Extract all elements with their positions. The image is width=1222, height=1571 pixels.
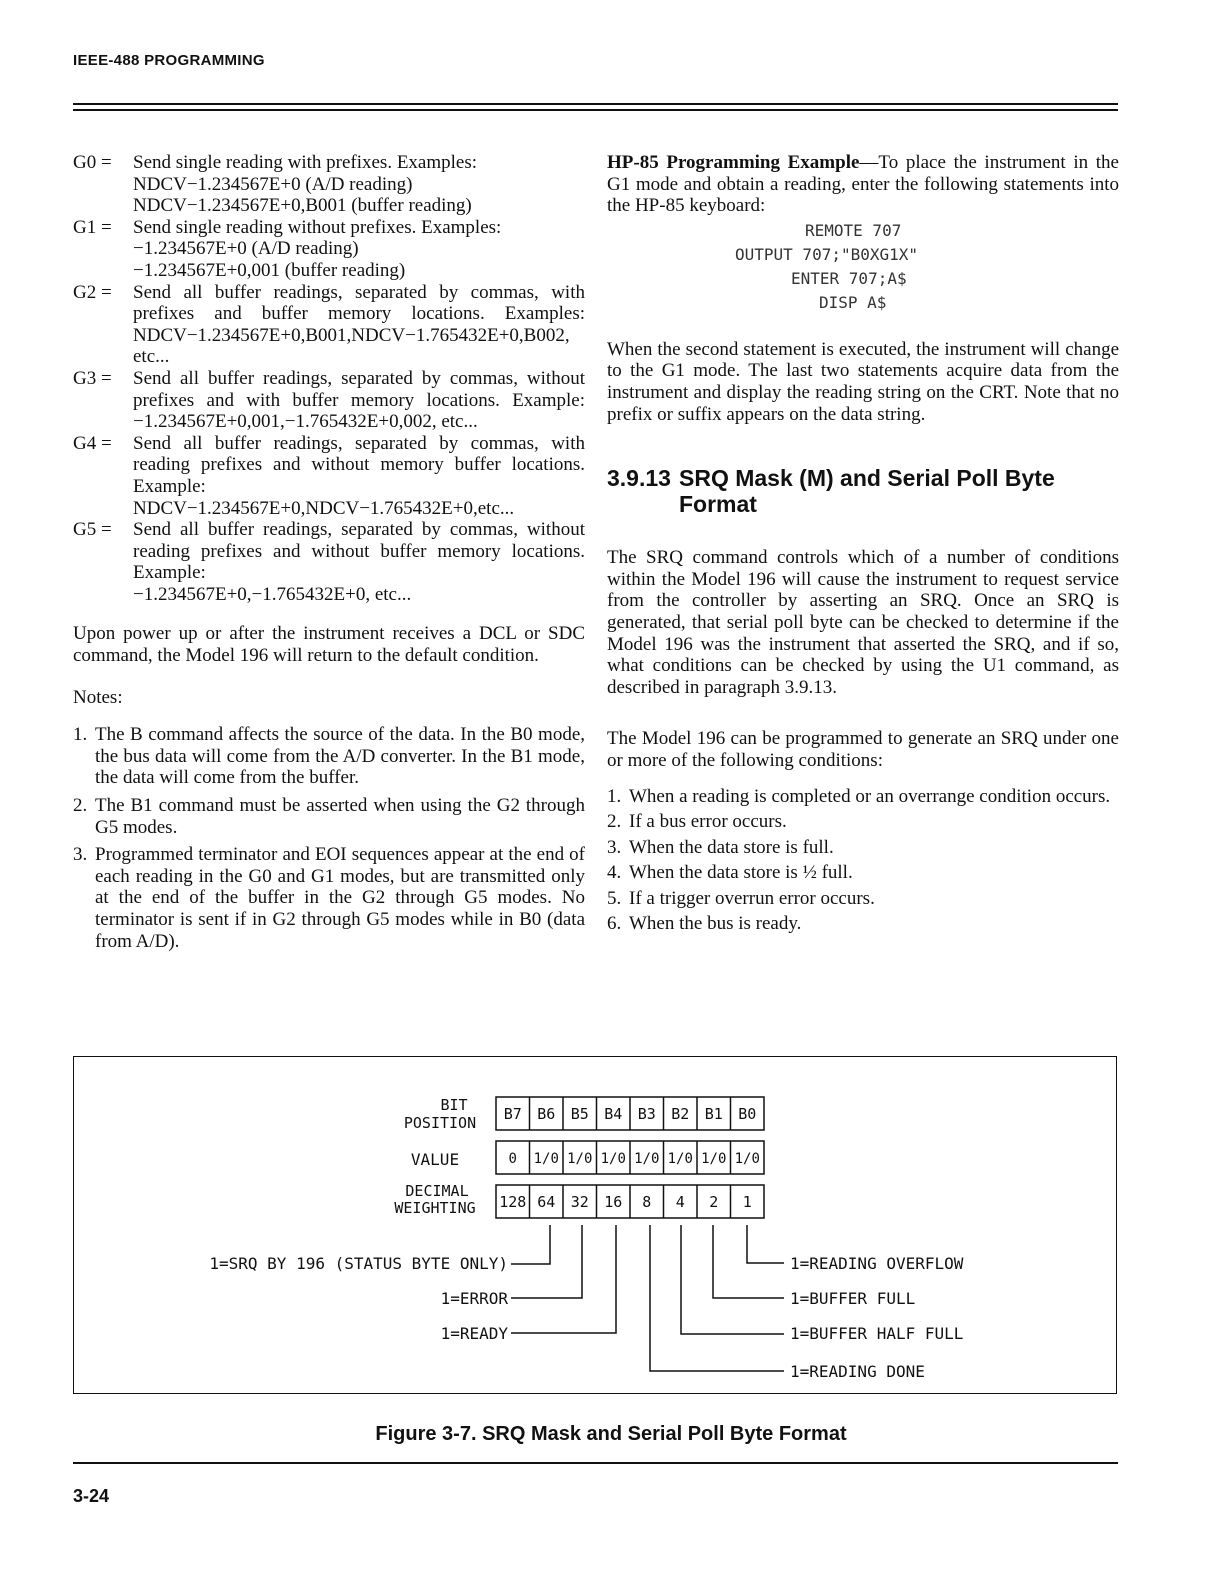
figure-box: [73, 1056, 1117, 1394]
bit-cell: B5: [570, 1105, 589, 1123]
label-error: 1=ERROR: [440, 1289, 508, 1308]
weight-cell: 16: [604, 1193, 623, 1211]
connector-b5: [511, 1225, 616, 1333]
row-label-value: VALUE: [410, 1150, 460, 1169]
g-code: G5 =: [73, 519, 112, 541]
g-definition: [73, 368, 585, 433]
g-command-definitions: [73, 152, 585, 605]
list-item: 2. The B1 command must be asserted when using the G2 through G5 modes.: [73, 795, 585, 838]
notes-label: Notes:: [73, 686, 123, 708]
g-code: G1 =: [73, 216, 112, 238]
list-item: 5. If a trigger overrun error occurs.: [607, 887, 875, 909]
after-code-paragraph: When the second statement is executed, the instrument will change to the G1 mode. The last two statements acquire data from the instrument and display the reading string on the CRT. Note that no prefix or suffix appears on the data string.: [607, 338, 1119, 425]
section-number: 3.9.13: [607, 465, 671, 492]
code-line: OUTPUT 707;"B0XG1X": [735, 244, 919, 264]
connector-lines: [511, 1225, 784, 1371]
g-definition-line: NDCV−1.234567E+0,B001 (buffer reading): [133, 195, 472, 217]
g-code: G0 =: [73, 152, 112, 173]
g-definition: [73, 519, 585, 605]
label-reading-overflow: 1=READING OVERFLOW: [790, 1254, 964, 1273]
bit-cell: B6: [537, 1105, 556, 1123]
weight-cell: 2: [709, 1193, 719, 1211]
code-line: REMOTE 707: [805, 220, 902, 240]
value-cell: 1/0: [667, 1151, 693, 1167]
g-definition-line: −1.234567E+0,−1.765432E+0, etc...: [133, 583, 412, 605]
g-definition: [73, 152, 585, 217]
footer-rule: [73, 1462, 1118, 1464]
connector-b3: [681, 1225, 784, 1334]
list-item: 1. When a reading is completed or an overrange condition occurs.: [607, 785, 1111, 807]
weight-cell: 32: [570, 1193, 589, 1211]
g-definition-line: Send all buffer readings, separated by commas, with reading prefixes and without memory buffer locations. Example:: [133, 432, 585, 497]
value-cell: 1/0: [634, 1151, 660, 1167]
hp85-example-title: HP-85 Programming Example: [607, 152, 860, 173]
list-item: 4. When the data store is ½ full.: [607, 862, 853, 884]
conditions-list: [607, 786, 1119, 936]
weight-cell: 1: [742, 1193, 752, 1211]
power-up-paragraph: Upon power up or after the instrument receives a DCL or SDC command, the Model 196 will return to the default condition.: [73, 623, 585, 667]
section-title: SRQ Mask (M) and Serial Poll Byte: [679, 465, 1055, 492]
g-code: G3 =: [73, 367, 112, 389]
right-column: [607, 152, 1119, 939]
left-column: [73, 152, 585, 958]
label-buffer-full: 1=BUFFER FULL: [790, 1289, 916, 1308]
bit-cell: B4: [604, 1105, 623, 1123]
running-header: IEEE-488 PROGRAMMING: [73, 52, 265, 69]
weight-cell: 128: [499, 1193, 527, 1211]
label-srq-by-196: 1=SRQ BY 196 (STATUS BYTE ONLY): [209, 1254, 508, 1273]
g-definition: [73, 282, 585, 368]
header-rule-bottom: [73, 109, 1118, 111]
connector-b0: [747, 1225, 784, 1263]
list-item: 2. If a bus error occurs.: [607, 811, 787, 833]
connector-b2: [713, 1225, 784, 1298]
value-cell: 1/0: [734, 1151, 760, 1167]
g-definition-line: Send all buffer readings, separated by commas, without reading prefixes and without buffer memory locations. Example:: [133, 519, 585, 584]
srq-paragraph: The SRQ command controls which of a number of conditions within the Model 196 will cause the instrument to request service from the controller by asserting an SRQ. Once an SRQ is generated, that serial poll byte can be checked to determine if the Model 196 was the instrument that asserted the SRQ, and if so, what conditions can be checked by using the U1 command, as described in paragraph 3.9.13.: [607, 547, 1119, 698]
g-definition-line: −1.234567E+0,001 (buffer reading): [133, 259, 406, 281]
value-cell: 1/0: [701, 1151, 727, 1167]
section-heading: [607, 465, 1119, 517]
code-line: DISP A$: [819, 292, 887, 312]
g-definition-line: −1.234567E+0 (A/D reading): [133, 238, 359, 260]
bit-table: [496, 1097, 764, 1218]
section-title-continued: Format: [679, 491, 757, 518]
row-label-weighting: WEIGHTING: [394, 1199, 476, 1217]
weight-cell: 8: [642, 1193, 652, 1211]
label-ready: 1=READY: [440, 1324, 508, 1343]
bit-cell: B2: [671, 1105, 690, 1123]
code-line: ENTER 707;A$: [791, 268, 907, 288]
g-code: G4 =: [73, 432, 112, 454]
label-buffer-half-full: 1=BUFFER HALF FULL: [790, 1324, 964, 1343]
label-reading-done: 1=READING DONE: [790, 1362, 925, 1381]
list-item: 1. The B command affects the source of the data. In the B0 mode, the bus data will come from the A/D converter. In the B1 mode, the data will come from the buffer.: [73, 724, 585, 789]
value-cell: 1/0: [533, 1151, 559, 1167]
value-cell: 1/0: [600, 1151, 626, 1167]
code-block: [607, 219, 1119, 315]
row-label-position: POSITION: [403, 1114, 477, 1132]
g-definition-line: Send single reading with prefixes. Examples:: [133, 152, 478, 173]
srq-byte-diagram: [74, 1057, 1118, 1395]
bit-cell: B3: [637, 1105, 656, 1123]
list-item: 3. When the data store is full.: [607, 836, 834, 858]
g-definition-line: NDCV−1.234567E+0 (A/D reading): [133, 173, 413, 195]
g-definition-line: Send all buffer readings, separated by commas, without prefixes and with buffer memory locations. Example: −1.234567E+0,001,−1.765432E+0,002, etc...: [133, 367, 585, 433]
row-label-decimal: DECIMAL: [405, 1182, 469, 1200]
notes-list: [73, 724, 585, 952]
figure-caption: Figure 3-7. SRQ Mask and Serial Poll Byte Format: [375, 1423, 847, 1445]
weight-cell: 64: [537, 1193, 556, 1211]
hp85-example-paragraph: HP-85 Programming Example—To place the instrument in the G1 mode and obtain a reading, enter the following statements into the HP-85 keyboard:: [607, 152, 1119, 217]
conditions-intro: The Model 196 can be programmed to generate an SRQ under one or more of the following conditions:: [607, 728, 1119, 771]
g-definition: [73, 217, 585, 282]
list-item: 3. Programmed terminator and EOI sequences appear at the end of each reading in the G0 and G1 modes, but are transmitted only at the end of the buffer in the G2 through G5 modes. No terminator is sent if in G2 through G5 modes while in B0 (data from A/D).: [73, 844, 585, 952]
g-definition-line: NDCV−1.234567E+0,NDCV−1.765432E+0,etc...: [133, 497, 515, 519]
g-definition-line: Send single reading without prefixes. Examples:: [133, 216, 502, 238]
connector-b7: [511, 1225, 550, 1264]
bit-cell: B1: [704, 1105, 723, 1123]
g-code: G2 =: [73, 281, 112, 303]
row-label-bit: BIT: [440, 1096, 468, 1114]
g-definition: [73, 433, 585, 519]
weight-cell: 4: [675, 1193, 685, 1211]
page-number: 3-24: [73, 1486, 110, 1506]
connector-b6: [511, 1225, 582, 1298]
list-item: 6. When the bus is ready.: [607, 913, 802, 935]
header-rule-top: [73, 103, 1118, 105]
value-cell: 1/0: [567, 1151, 593, 1167]
bit-cell: B0: [738, 1105, 757, 1123]
value-cell: 0: [508, 1151, 517, 1167]
bit-cell: B7: [503, 1105, 522, 1123]
g-definition-line: Send all buffer readings, separated by commas, with prefixes and buffer memory locations. Examples: NDCV−1.234567E+0,B001,NDCV−1.765432E+0,B002, etc...: [133, 281, 585, 368]
